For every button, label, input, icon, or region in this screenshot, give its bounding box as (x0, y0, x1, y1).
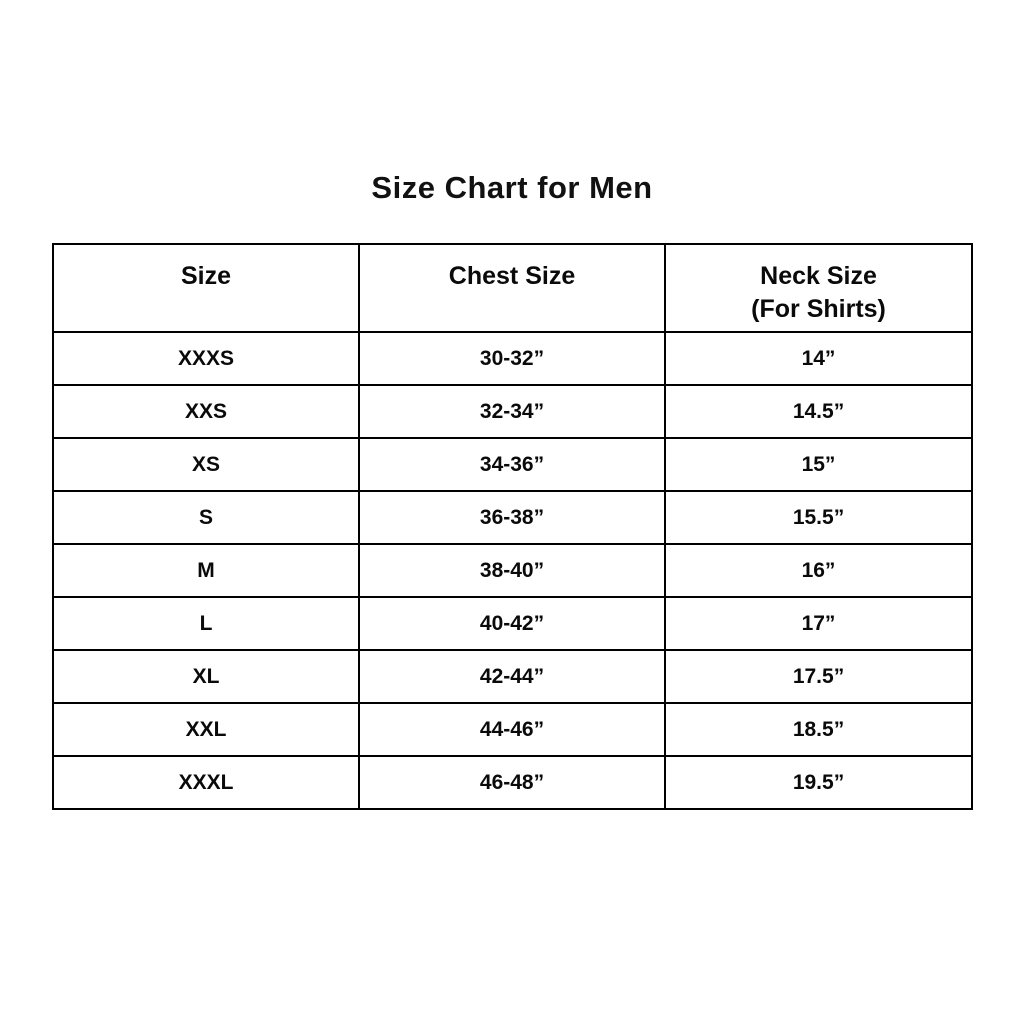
table-row (53, 597, 972, 650)
table-row (53, 756, 972, 809)
table-row (53, 385, 972, 438)
table-body (53, 332, 972, 809)
chest-size-cell: 32-34” (359, 385, 665, 438)
size-cell: XXXS (53, 332, 359, 385)
chest-size-cell: 38-40” (359, 544, 665, 597)
table-row (53, 703, 972, 756)
size-cell: XL (53, 650, 359, 703)
column-header-neck-line1: Neck Size (760, 262, 877, 290)
column-header-size-label: Size (180, 262, 232, 290)
header-row (53, 244, 972, 332)
size-cell: XS (53, 438, 359, 491)
size-cell: M (53, 544, 359, 597)
table-header (53, 244, 972, 332)
neck-size-cell: 17” (665, 597, 972, 650)
neck-size-cell: 16” (665, 544, 972, 597)
table-row (53, 544, 972, 597)
column-header-size (53, 244, 359, 332)
neck-size-cell: 18.5” (665, 703, 972, 756)
size-chart-table-container (52, 243, 973, 810)
size-chart-table (52, 243, 973, 810)
chest-size-cell: 30-32” (359, 332, 665, 385)
chest-size-cell: 46-48” (359, 756, 665, 809)
neck-size-cell: 19.5” (665, 756, 972, 809)
column-header-chest-size (359, 244, 665, 332)
neck-size-cell: 14.5” (665, 385, 972, 438)
page-title: Size Chart for Men (371, 170, 653, 205)
table-row (53, 650, 972, 703)
chest-size-cell: 42-44” (359, 650, 665, 703)
size-cell: XXXL (53, 756, 359, 809)
chest-size-cell: 34-36” (359, 438, 665, 491)
table-row (53, 491, 972, 544)
chest-size-cell: 40-42” (359, 597, 665, 650)
column-header-chest-label: Chest Size (448, 262, 576, 290)
size-cell: XXS (53, 385, 359, 438)
neck-size-cell: 15” (665, 438, 972, 491)
table-row (53, 438, 972, 491)
chest-size-cell: 36-38” (359, 491, 665, 544)
column-header-neck-line2: (For Shirts) (751, 295, 886, 323)
table-row (53, 332, 972, 385)
size-cell: L (53, 597, 359, 650)
neck-size-cell: 17.5” (665, 650, 972, 703)
neck-size-cell: 14” (665, 332, 972, 385)
chest-size-cell: 44-46” (359, 703, 665, 756)
size-cell: XXL (53, 703, 359, 756)
neck-size-cell: 15.5” (665, 491, 972, 544)
size-cell: S (53, 491, 359, 544)
column-header-neck-size (665, 244, 972, 332)
